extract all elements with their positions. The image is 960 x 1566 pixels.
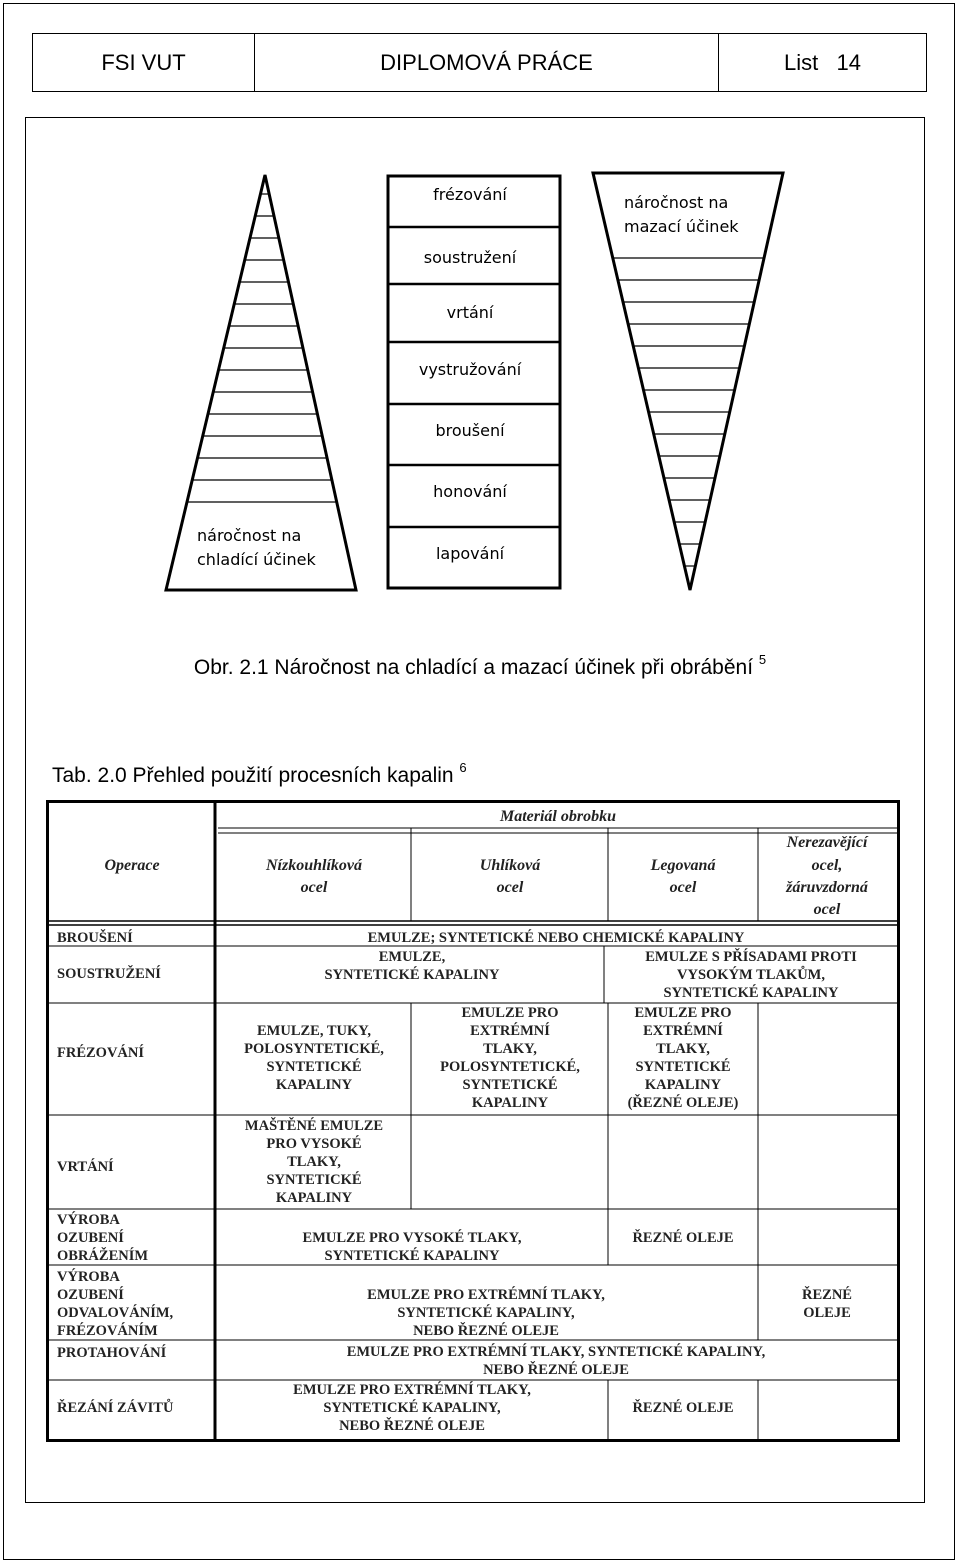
row-obrazeni-1: VÝROBA (57, 1212, 120, 1228)
cell-odval-a2: SYNTETICKÉ KAPALINY, (397, 1305, 575, 1321)
cell-frez1-4: KAPALINY (275, 1077, 353, 1093)
cell-frez3-4: SYNTETICKÉ (635, 1059, 731, 1075)
operations-column (388, 176, 560, 588)
lubrication-demand-triangle (593, 173, 783, 590)
header-stainless-1: Nerezavějící (786, 834, 868, 851)
header-low-carbon-2: ocel (300, 879, 328, 896)
op-brouseni: broušení (435, 421, 505, 440)
cell-frez3-5: KAPALINY (644, 1077, 722, 1093)
row-soustruzeni: SOUSTRUŽENÍ (57, 966, 161, 982)
cell-soustruzeni-a1: EMULZE, (378, 949, 446, 965)
header-stainless-2: ocel, (811, 857, 843, 874)
cell-frez3-6: (ŘEZNÉ OLEJE) (627, 1095, 739, 1111)
header-alloy-2: ocel (669, 879, 697, 896)
op-vystruzovani: vystružování (418, 360, 522, 379)
cell-frez1-2: POLOSYNTETICKÉ, (244, 1041, 384, 1057)
row-odvalovani-3: ODVALOVÁNÍM, (57, 1305, 174, 1321)
cell-frez2-6: KAPALINY (471, 1095, 549, 1111)
row-protahovani: PROTAHOVÁNÍ (57, 1345, 167, 1361)
op-lapovani: lapování (435, 544, 505, 563)
cell-soustruzeni-b3: SYNTETICKÉ KAPALINY (663, 985, 839, 1001)
header-institution: FSI VUT (33, 34, 255, 91)
cooling-demand-triangle (166, 175, 356, 590)
cell-soustruzeni-b1: EMULZE S PŘÍSADAMI PROTI (645, 949, 857, 965)
lubrication-cooling-diagram (160, 170, 790, 600)
row-odvalovani-4: FRÉZOVÁNÍM (57, 1323, 158, 1339)
cell-frez3-2: EXTRÉMNÍ (643, 1023, 723, 1039)
cell-vrtani-2: PRO VYSOKÉ (266, 1136, 362, 1152)
cell-zavitu-b: ŘEZNÉ OLEJE (632, 1400, 734, 1416)
cell-frez1-3: SYNTETICKÉ (266, 1059, 362, 1075)
cell-vrtani-5: KAPALINY (275, 1190, 353, 1206)
header-alloy-1: Legovaná (650, 857, 716, 874)
cell-protah-2: NEBO ŘEZNÉ OLEJE (483, 1362, 629, 1378)
header-carbon-1: Uhlíková (479, 857, 541, 874)
cell-frez3-3: TLAKY, (656, 1041, 710, 1057)
cell-vrtani-3: TLAKY, (287, 1154, 341, 1170)
row-odvalovani-2: OZUBENÍ (57, 1287, 124, 1303)
header-low-carbon-1: Nízkouhlíková (265, 857, 363, 874)
row-vrtani: VRTÁNÍ (57, 1159, 114, 1175)
row-brouseni: BROUŠENÍ (57, 930, 133, 946)
row-frezovani: FRÉZOVÁNÍ (57, 1045, 145, 1061)
cell-vrtani-1: MAŠTĚNÉ EMULZE (244, 1118, 384, 1134)
cell-obrazeni-a2: SYNTETICKÉ KAPALINY (324, 1248, 500, 1264)
cell-soustruzeni-a2: SYNTETICKÉ KAPALINY (324, 967, 500, 983)
caption-reference: 5 (758, 652, 767, 667)
cell-brouseni: EMULZE; SYNTETICKÉ NEBO CHEMICKÉ KAPALINY (367, 930, 745, 946)
op-vrtani: vrtání (446, 303, 494, 322)
cell-protah-1: EMULZE PRO EXTRÉMNÍ TLAKY, SYNTETICKÉ KAPALINY, (346, 1344, 766, 1360)
cooling-label-line2: chladící účinek (197, 550, 316, 569)
cell-vrtani-4: SYNTETICKÉ (266, 1172, 362, 1188)
op-frezovani: frézování (433, 185, 507, 204)
header-stainless-3: žáruvzdorná (786, 879, 868, 896)
page-header (32, 33, 927, 92)
cell-frez2-4: POLOSYNTETICKÉ, (440, 1059, 580, 1075)
op-honovani: honování (433, 482, 507, 501)
header-stainless-4: ocel (813, 901, 841, 918)
op-soustruzeni: soustružení (423, 248, 517, 267)
cell-soustruzeni-b2: VYSOKÝM TLAKŮM, (677, 967, 825, 983)
cell-frez2-5: SYNTETICKÉ (462, 1077, 558, 1093)
cell-frez2-1: EMULZE PRO (461, 1005, 559, 1021)
cell-odval-b1: ŘEZNÉ (802, 1287, 852, 1303)
header-page-number: List 14 (783, 49, 862, 75)
header-operation: Operace (104, 857, 160, 874)
cell-zavitu-a3: NEBO ŘEZNÉ OLEJE (339, 1418, 485, 1434)
table-title: Tab. 2.0 Přehled použití procesních kapalin $^6$ (52, 760, 467, 787)
figure-caption: Obr. 2.1 Náročnost na chladící a mazací účinek při obrábění $^5$ (193, 652, 767, 679)
cell-odval-b2: OLEJE (803, 1305, 851, 1321)
cell-odval-a3: NEBO ŘEZNÉ OLEJE (413, 1323, 559, 1339)
cell-obrazeni-a1: EMULZE PRO VYSOKÉ TLAKY, (302, 1230, 522, 1246)
lubrication-label-line2: mazací účinek (624, 217, 739, 236)
table-reference: 6 (459, 760, 467, 775)
cell-obrazeni-b: ŘEZNÉ OLEJE (632, 1230, 734, 1246)
cell-zavitu-a1: EMULZE PRO EXTRÉMNÍ TLAKY, (293, 1382, 531, 1398)
cooling-label-line1: náročnost na (197, 526, 302, 545)
header-material: Materiál obrobku (499, 808, 617, 825)
process-fluids-table (46, 800, 900, 1442)
row-zavitu: ŘEZÁNÍ ZÁVITŮ (57, 1400, 174, 1416)
row-odvalovani-1: VÝROBA (57, 1269, 120, 1285)
header-carbon-2: ocel (496, 879, 524, 896)
cell-odval-a1: EMULZE PRO EXTRÉMNÍ TLAKY, (367, 1287, 605, 1303)
cell-frez3-1: EMULZE PRO (634, 1005, 732, 1021)
row-obrazeni-3: OBRÁŽENÍM (57, 1248, 149, 1264)
cell-frez2-3: TLAKY, (483, 1041, 537, 1057)
cell-frez2-2: EXTRÉMNÍ (470, 1023, 550, 1039)
cell-frez1-1: EMULZE, TUKY, (256, 1023, 372, 1039)
row-obrazeni-2: OZUBENÍ (57, 1230, 124, 1246)
cell-zavitu-a2: SYNTETICKÉ KAPALINY, (323, 1400, 501, 1416)
header-title: DIPLOMOVÁ PRÁCE (255, 34, 719, 91)
lubrication-label-line1: náročnost na (624, 193, 729, 212)
